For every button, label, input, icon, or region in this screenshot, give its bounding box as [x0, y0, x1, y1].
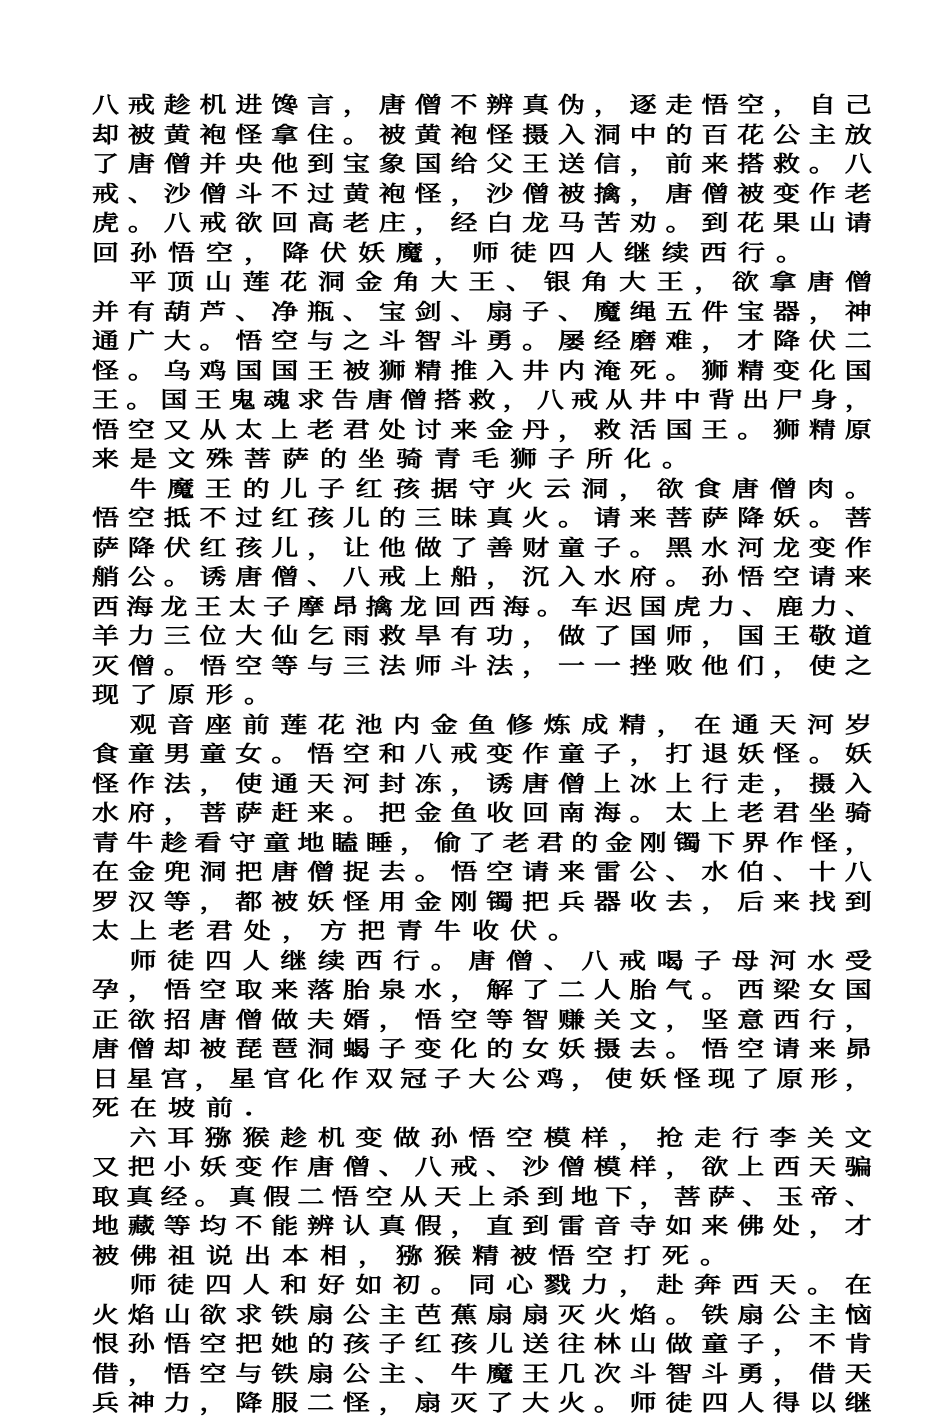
text-line: 兵 神 力 ， 降 服 二 怪 ， 扇 灭 了 大 火 。 师 徒 四 人 得 以 继 — [92, 1391, 872, 1416]
text-line: 西 海 龙 王 太 子 摩 昂 擒 龙 回 西 海 。 车 迟 国 虎 力 、 鹿 力 、 — [92, 595, 872, 620]
text-line: 八 戒 趁 机 进 馋 言 ， 唐 僧 不 辨 真 伪 ， 逐 走 悟 空 ， 自 己 — [92, 93, 872, 118]
text-line: 来是文殊菩萨的坐骑青毛狮子所化。 — [92, 447, 700, 472]
text-line: 师 徒 四 人 继 续 西 行 。 唐 僧 、 八 戒 喝 子 母 河 水 受 — [129, 949, 872, 974]
text-line: 萨 降 伏 红 孩 儿 ， 让 他 做 了 善 财 童 子 。 黑 水 河 龙 变 作 — [92, 536, 872, 561]
document-page — [92, 91, 872, 1419]
text-line: 被佛祖说出本相，猕猴精被悟空打死。 — [92, 1244, 738, 1269]
text-line: 牛 魔 王 的 儿 子 红 孩 据 守 火 云 洞 ， 欲 食 唐 僧 肉 。 — [129, 477, 872, 502]
text-line: 悟 空 又 从 太 上 老 君 处 讨 来 金 丹 ， 救 活 国 王 。 狮 精 原 — [92, 418, 872, 443]
text-line: 怪 。 乌 鸡 国 国 王 被 狮 精 推 入 井 内 淹 死 。 狮 精 变 化 国 — [92, 359, 872, 384]
text-line: 通 广 大 。 悟 空 与 之 斗 智 斗 勇 。 屡 经 磨 难 ， 才 降 伏 二 — [92, 329, 872, 354]
text-line: 灭 僧 。 悟 空 等 与 三 法 师 斗 法 ， 一 一 挫 败 他 们 ， 使 之 — [92, 654, 872, 679]
text-line: 取 真 经 。 真 假 二 悟 空 从 天 上 杀 到 地 下 ， 菩 萨 、 玉 帝 、 — [92, 1185, 872, 1210]
text-line: 青 牛 趁 看 守 童 地 瞌 睡 ， 偷 了 老 君 的 金 刚 镯 下 界 作 怪 ， — [92, 831, 872, 856]
text-line: 六 耳 猕 猴 趁 机 变 做 孙 悟 空 模 样 ， 抢 走 行 李 关 文 — [129, 1126, 872, 1151]
text-line: 戒 、 沙 僧 斗 不 过 黄 袍 怪 ， 沙 僧 被 擒 ， 唐 僧 被 变 作 老 — [92, 182, 872, 207]
text-line: 在 金 兜 洞 把 唐 僧 捉 去 。 悟 空 请 来 雷 公 、 水 伯 、 十 八 — [92, 860, 872, 885]
text-line: 日 星 宫 ， 星 官 化 作 双 冠 子 大 公 鸡 ， 使 妖 怪 现 了 原 形 ， — [92, 1067, 872, 1092]
text-line: 悟 空 抵 不 过 红 孩 儿 的 三 昧 真 火 。 请 来 菩 萨 降 妖 。 菩 — [92, 506, 872, 531]
text-line: 却 被 黄 袍 怪 拿 住 。 被 黄 袍 怪 摄 入 洞 中 的 百 花 公 主 放 — [92, 123, 872, 148]
text-line: 唐 僧 却 被 琵 琶 洞 蝎 子 变 化 的 女 妖 摄 去 。 悟 空 请 来 昴 — [92, 1037, 872, 1062]
text-line: 并 有 葫 芦 、 净 瓶 、 宝 剑 、 扇 子 、 魔 绳 五 件 宝 器 ， 神 — [92, 300, 872, 325]
text-line: 了 唐 僧 并 央 他 到 宝 象 国 给 父 王 送 信 ， 前 来 搭 救 。 八 — [92, 152, 872, 177]
text-line: 现了原形。 — [92, 683, 282, 708]
text-line: 羊 力 三 位 大 仙 乞 雨 救 旱 有 功 ， 做 了 国 师 ， 国 王 敬 道 — [92, 624, 872, 649]
text-line: 死在坡前. — [92, 1096, 265, 1121]
text-line: 观 音 座 前 莲 花 池 内 金 鱼 修 炼 成 精 ， 在 通 天 河 岁 — [129, 713, 872, 738]
text-line: 水 府 ， 菩 萨 赶 来 。 把 金 鱼 收 回 南 海 。 太 上 老 君 坐 骑 — [92, 801, 872, 826]
text-line: 恨 孙 悟 空 把 她 的 孩 子 红 孩 儿 送 往 林 山 做 童 子 ， 不 肯 — [92, 1332, 872, 1357]
text-line: 怪 作 法 ， 使 通 天 河 封 冻 ， 诱 唐 僧 上 冰 上 行 走 ， 摄 入 — [92, 772, 872, 797]
text-line: 又 把 小 妖 变 作 唐 僧 、 八 戒 、 沙 僧 模 样 ， 欲 上 西 天 骗 — [92, 1155, 872, 1180]
text-line: 艄 公 。 诱 唐 僧 、 八 戒 上 船 ， 沉 入 水 府 。 孙 悟 空 请 来 — [92, 565, 872, 590]
text-line: 回孙悟空，降伏妖魔，师徒四人继续西行。 — [92, 241, 814, 266]
text-line: 火 焰 山 欲 求 铁 扇 公 主 芭 蕉 扇 扇 灭 火 焰 。 铁 扇 公 主 恼 — [92, 1303, 872, 1328]
text-line: 正 欲 招 唐 僧 做 夫 婿 ， 悟 空 等 智 赚 关 文 ， 坚 意 西 行 ， — [92, 1008, 872, 1033]
text-line: 罗 汉 等 ， 都 被 妖 怪 用 金 刚 镯 把 兵 器 收 去 ， 后 来 找 到 — [92, 890, 872, 915]
text-line: 师 徒 四 人 和 好 如 初 。 同 心 戮 力 ， 赴 奔 西 天 。 在 — [129, 1273, 872, 1298]
text-line: 平 顶 山 莲 花 洞 金 角 大 王 、 银 角 大 王 ， 欲 拿 唐 僧 — [129, 270, 872, 295]
text-line: 太上老君处，方把青牛收伏。 — [92, 919, 586, 944]
text-line: 孕 ， 悟 空 取 来 落 胎 泉 水 ， 解 了 二 人 胎 气 。 西 梁 女 国 — [92, 978, 872, 1003]
text-line: 地 藏 等 均 不 能 辨 认 真 假 ， 直 到 雷 音 寺 如 来 佛 处 ， 才 — [92, 1214, 872, 1239]
text-line: 食 童 男 童 女 。 悟 空 和 八 戒 变 作 童 子 ， 打 退 妖 怪 。 妖 — [92, 742, 872, 767]
text-line: 虎 。 八 戒 欲 回 高 老 庄 ， 经 白 龙 马 苦 劝 。 到 花 果 山 请 — [92, 211, 872, 236]
text-line: 王 。 国 王 鬼 魂 求 告 唐 僧 搭 救 ， 八 戒 从 井 中 背 出 尸 身 ， — [92, 388, 872, 413]
text-line: 借 ， 悟 空 与 铁 扇 公 主 、 牛 魔 王 几 次 斗 智 斗 勇 ， 借 天 — [92, 1362, 872, 1387]
